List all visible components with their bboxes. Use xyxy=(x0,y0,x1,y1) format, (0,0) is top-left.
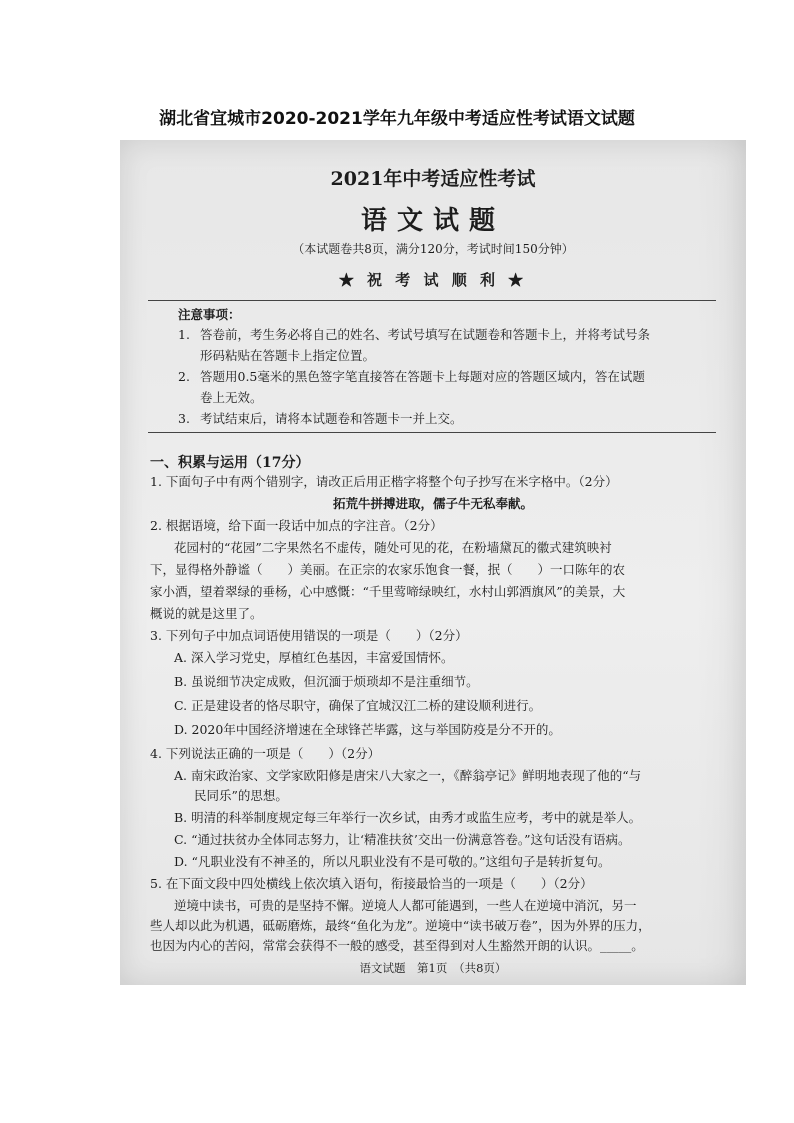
notice-text-cont: 卷上无效。 xyxy=(200,390,263,405)
question-2-stem: 2. 根据语境，给下面一段话中加点的字注音。（2分） xyxy=(150,518,443,533)
page-footer: 语文试题 第1页 （共8页） xyxy=(359,961,507,975)
question-3-option-a: A. 深入学习党史，厚植红色基因，丰富爱国情怀。 xyxy=(174,650,454,665)
notice-num: 1. xyxy=(178,327,190,342)
document-title: 湖北省宜城市2020-2021学年九年级中考适应性考试语文试题 xyxy=(159,109,635,129)
notice-heading: 注意事项： xyxy=(178,307,241,322)
question-4-option-a-cont: 民同乐”的思想。 xyxy=(194,788,288,803)
question-5-passage: 逆境中读书，可贵的是坚持不懈。逆境人人都可能遇到，一些人在逆境中消沉，另一 xyxy=(174,898,637,913)
notice-text: 答卷前，考生务必将自己的姓名、考试号填写在试题卷和答题卡上，并将考试号条 xyxy=(200,327,651,342)
section-heading: 一、积累与运用（17分） xyxy=(150,455,310,471)
question-5-passage: 些人却以此为机遇，砥砺磨炼，最终“鱼化为龙”。逆境中“读书破万卷”，因为外界的压力， xyxy=(150,918,651,933)
divider-top xyxy=(148,300,716,301)
exam-title: 2021年中考适应性考试 xyxy=(330,168,536,190)
question-5-stem: 5. 在下面文段中四处横线上依次填入语句，衔接最恰当的一项是（ ）（2分） xyxy=(150,876,593,891)
question-4-option-a: A. 南宋政治家、文学家欧阳修是唐宋八大家之一，《醉翁亭记》鲜明地表现了他的“与 xyxy=(174,768,642,783)
question-4-option-b: B. 明清的科举制度规定每三年举行一次乡试，由秀才或监生应考，考中的就是举人。 xyxy=(174,810,642,825)
notice-item xyxy=(178,324,698,366)
subject-title: 语文试题 xyxy=(360,206,505,236)
notice-num: 3. xyxy=(178,411,190,426)
question-2-passage: 家小酒，望着翠绿的垂杨，心中感慨：“千里莺啼绿映红，水村山郭酒旗风”的美景，大 xyxy=(150,584,626,599)
question-2-passage: 概说的就是这里了。 xyxy=(150,606,263,621)
question-5-passage: 也因为内心的苦闷，常常会获得不一般的感受，甚至得到对人生豁然开朗的认识。_____。 xyxy=(150,938,644,953)
notice-num: 2. xyxy=(178,369,190,384)
question-3-option-d: D. 2020年中国经济增速在全球锋芒毕露，这与举国防疫是分不开的。 xyxy=(174,722,561,737)
question-4-stem: 4. 下列说法正确的一项是（ ）（2分） xyxy=(150,746,381,761)
scanned-exam-page xyxy=(120,140,746,985)
question-4-option-c: C. “通过扶贫办全体同志努力，让‘精准扶贫’交出一份满意答卷。”这句话没有语病。 xyxy=(174,832,631,847)
notice-text: 答题用0.5毫米的黑色签字笔直接答在答题卡上每题对应的答题区域内，答在试题 xyxy=(200,369,645,384)
question-2-passage: 花园村的“花园”二字果然名不虚传，随处可见的花，在粉墙黛瓦的徽式建筑映衬 xyxy=(174,540,612,555)
notice-item xyxy=(178,366,698,408)
exam-info: （本试题卷共8页，满分120分，考试时间150分钟） xyxy=(292,242,574,256)
question-2-passage: 下，显得格外静谧（ ）美丽。在正宗的农家乐饱食一餐，抿（ ）一口陈年的农 xyxy=(150,562,626,577)
blessing-line: ★ 祝 考 试 顺 利 ★ xyxy=(338,271,528,289)
question-3-option-b: B. 虽说细节决定成败，但沉湎于烦琐却不是注重细节。 xyxy=(174,674,479,689)
divider-bottom xyxy=(148,432,716,433)
question-3-stem: 3. 下列句子中加点词语使用错误的一项是（ ）（2分） xyxy=(150,628,468,643)
question-3-option-c: C. 正是建设者的恪尽职守，确保了宜城汉江二桥的建设顺利进行。 xyxy=(174,698,542,713)
question-1-sentence: 拓荒牛拼搏进取，儒子牛无私奉献。 xyxy=(332,496,533,511)
question-1-stem: 1. 下面句子中有两个错别字，请改正后用正楷字将整个句子抄写在米字格中。（2分） xyxy=(150,474,618,489)
notice-item xyxy=(178,408,698,429)
question-4-option-d: D. “凡职业没有不神圣的，所以凡职业没有不是可敬的。”这组句子是转折复句。 xyxy=(174,854,611,869)
notice-text: 考试结束后，请将本试题卷和答题卡一并上交。 xyxy=(200,411,463,426)
notice-text-cont: 形码粘贴在答题卡上指定位置。 xyxy=(200,348,376,363)
